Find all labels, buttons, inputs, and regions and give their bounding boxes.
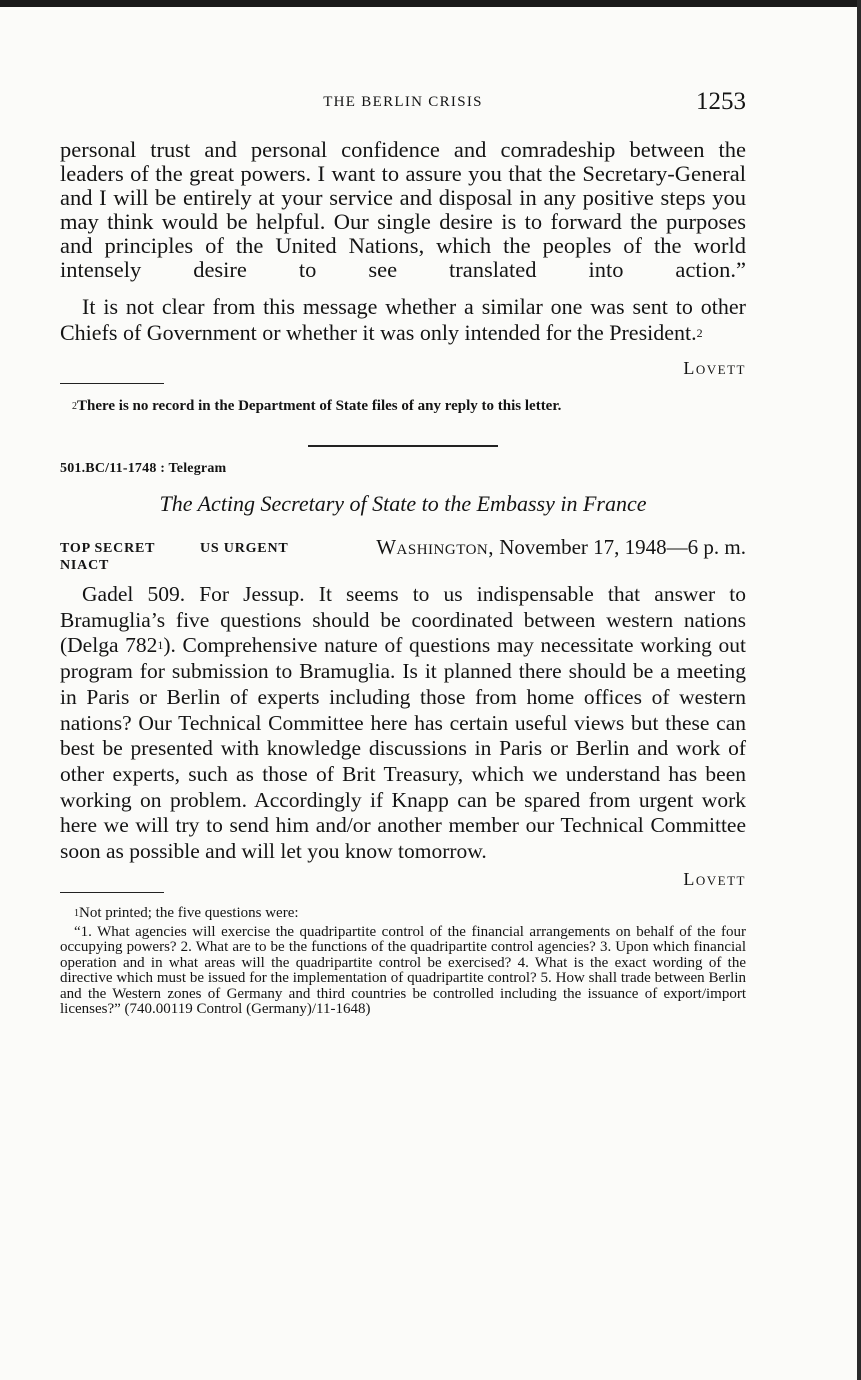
niact-label: NIACT [60,558,110,573]
scan-top-edge [0,0,861,7]
dateline-date: November 17, 1948—6 p. m. [499,535,746,559]
continued-quote: personal trust and personal confidence and comradeship between the leaders of the great powers. I want to assure you that the Secretary-General and I will be entirely at your service and disposal in any positive steps you may think would be helpful. Our single desire is to forward the purposes and principles of the United Nations, which the peoples of the world intensely desire to see translated into action.” [60,137,746,282]
document-page [60,88,746,1018]
classification: TOP SECRET [60,541,156,556]
footnote-rule-2 [60,892,164,893]
footnote-1-marker: 1 [74,907,79,919]
running-head [60,88,746,124]
section-divider [308,445,498,447]
footnote-2 [60,398,746,415]
editorial-note-text: It is not clear from this message whether a similar one was sent to other Chiefs of Government or whether it was only intended for the President. [60,294,746,345]
footnote-rule-1 [60,383,164,384]
footnote-ref-1: 1 [157,638,164,653]
urgency: US URGENT [200,541,289,556]
footnote-1-lead [60,905,746,922]
footnote-ref-2: 2 [696,326,703,340]
telegram-body-part1: Gadel 509. For Jessup. It seems to us indispensable that answer to Bramuglia’s five questions should be coordinated between western nations (Delga 782 [60,582,746,658]
page-number: 1253 [696,88,746,115]
telegram-body [60,582,746,865]
telegram-heading [60,537,746,563]
telegram-body-part2: ). Comprehensive nature of questions may necessitate working out program for submission to Bramuglia. Is it planned there should be a meeting in Paris or Berlin of experts including those from home offices of western nations? Our Technical Committee here has certain useful views but these can best be presented with knowledge discussions in Paris or Berlin and work of other experts, such as those of Brit Treasury, which we understand has been working on problem. Accordingly if Knapp can be spared from urgent work here we will try to send him and/or another member our Technical Committee soon as possible and will let you know tomorrow. [60,633,746,864]
dateline-place: Washington, [376,535,495,559]
signature-lovett-2: Lovett [683,868,746,889]
footnote-1-lead-text: Not printed; the five questions were: [79,904,299,921]
footnote-2-text: There is no record in the Department of State files of any reply to this letter. [77,398,562,414]
scan-right-edge [857,0,861,1380]
document-title: The Acting Secretary of State to the Embassy in France [159,491,647,516]
editorial-note [60,294,746,346]
dateline [376,535,746,560]
signature-lovett-1: Lovett [683,358,746,378]
footnote-1-text: “1. What agencies will exercise the quadripartite control of the financial arrangements on behalf of the four occupying powers? 2. What are to be the functions of the quadripartite control agencies? 3. Upon which financial operation and in what areas will the quadripartite control be exercised? 4. What is the exact wording of the directive which must be issued for the implementation of quadripartite control? 5. How shall trade between Berlin and the Western zones of Germany and third countries be controlled including the issuance of export/import licenses?” (740.00119 Control (Germany)/11-1648) [60,923,746,1018]
running-title: THE BERLIN CRISIS [323,94,483,110]
file-reference: 501.BC/11-1748 : Telegram [60,461,227,476]
footnote-2-marker: 2 [72,401,77,412]
